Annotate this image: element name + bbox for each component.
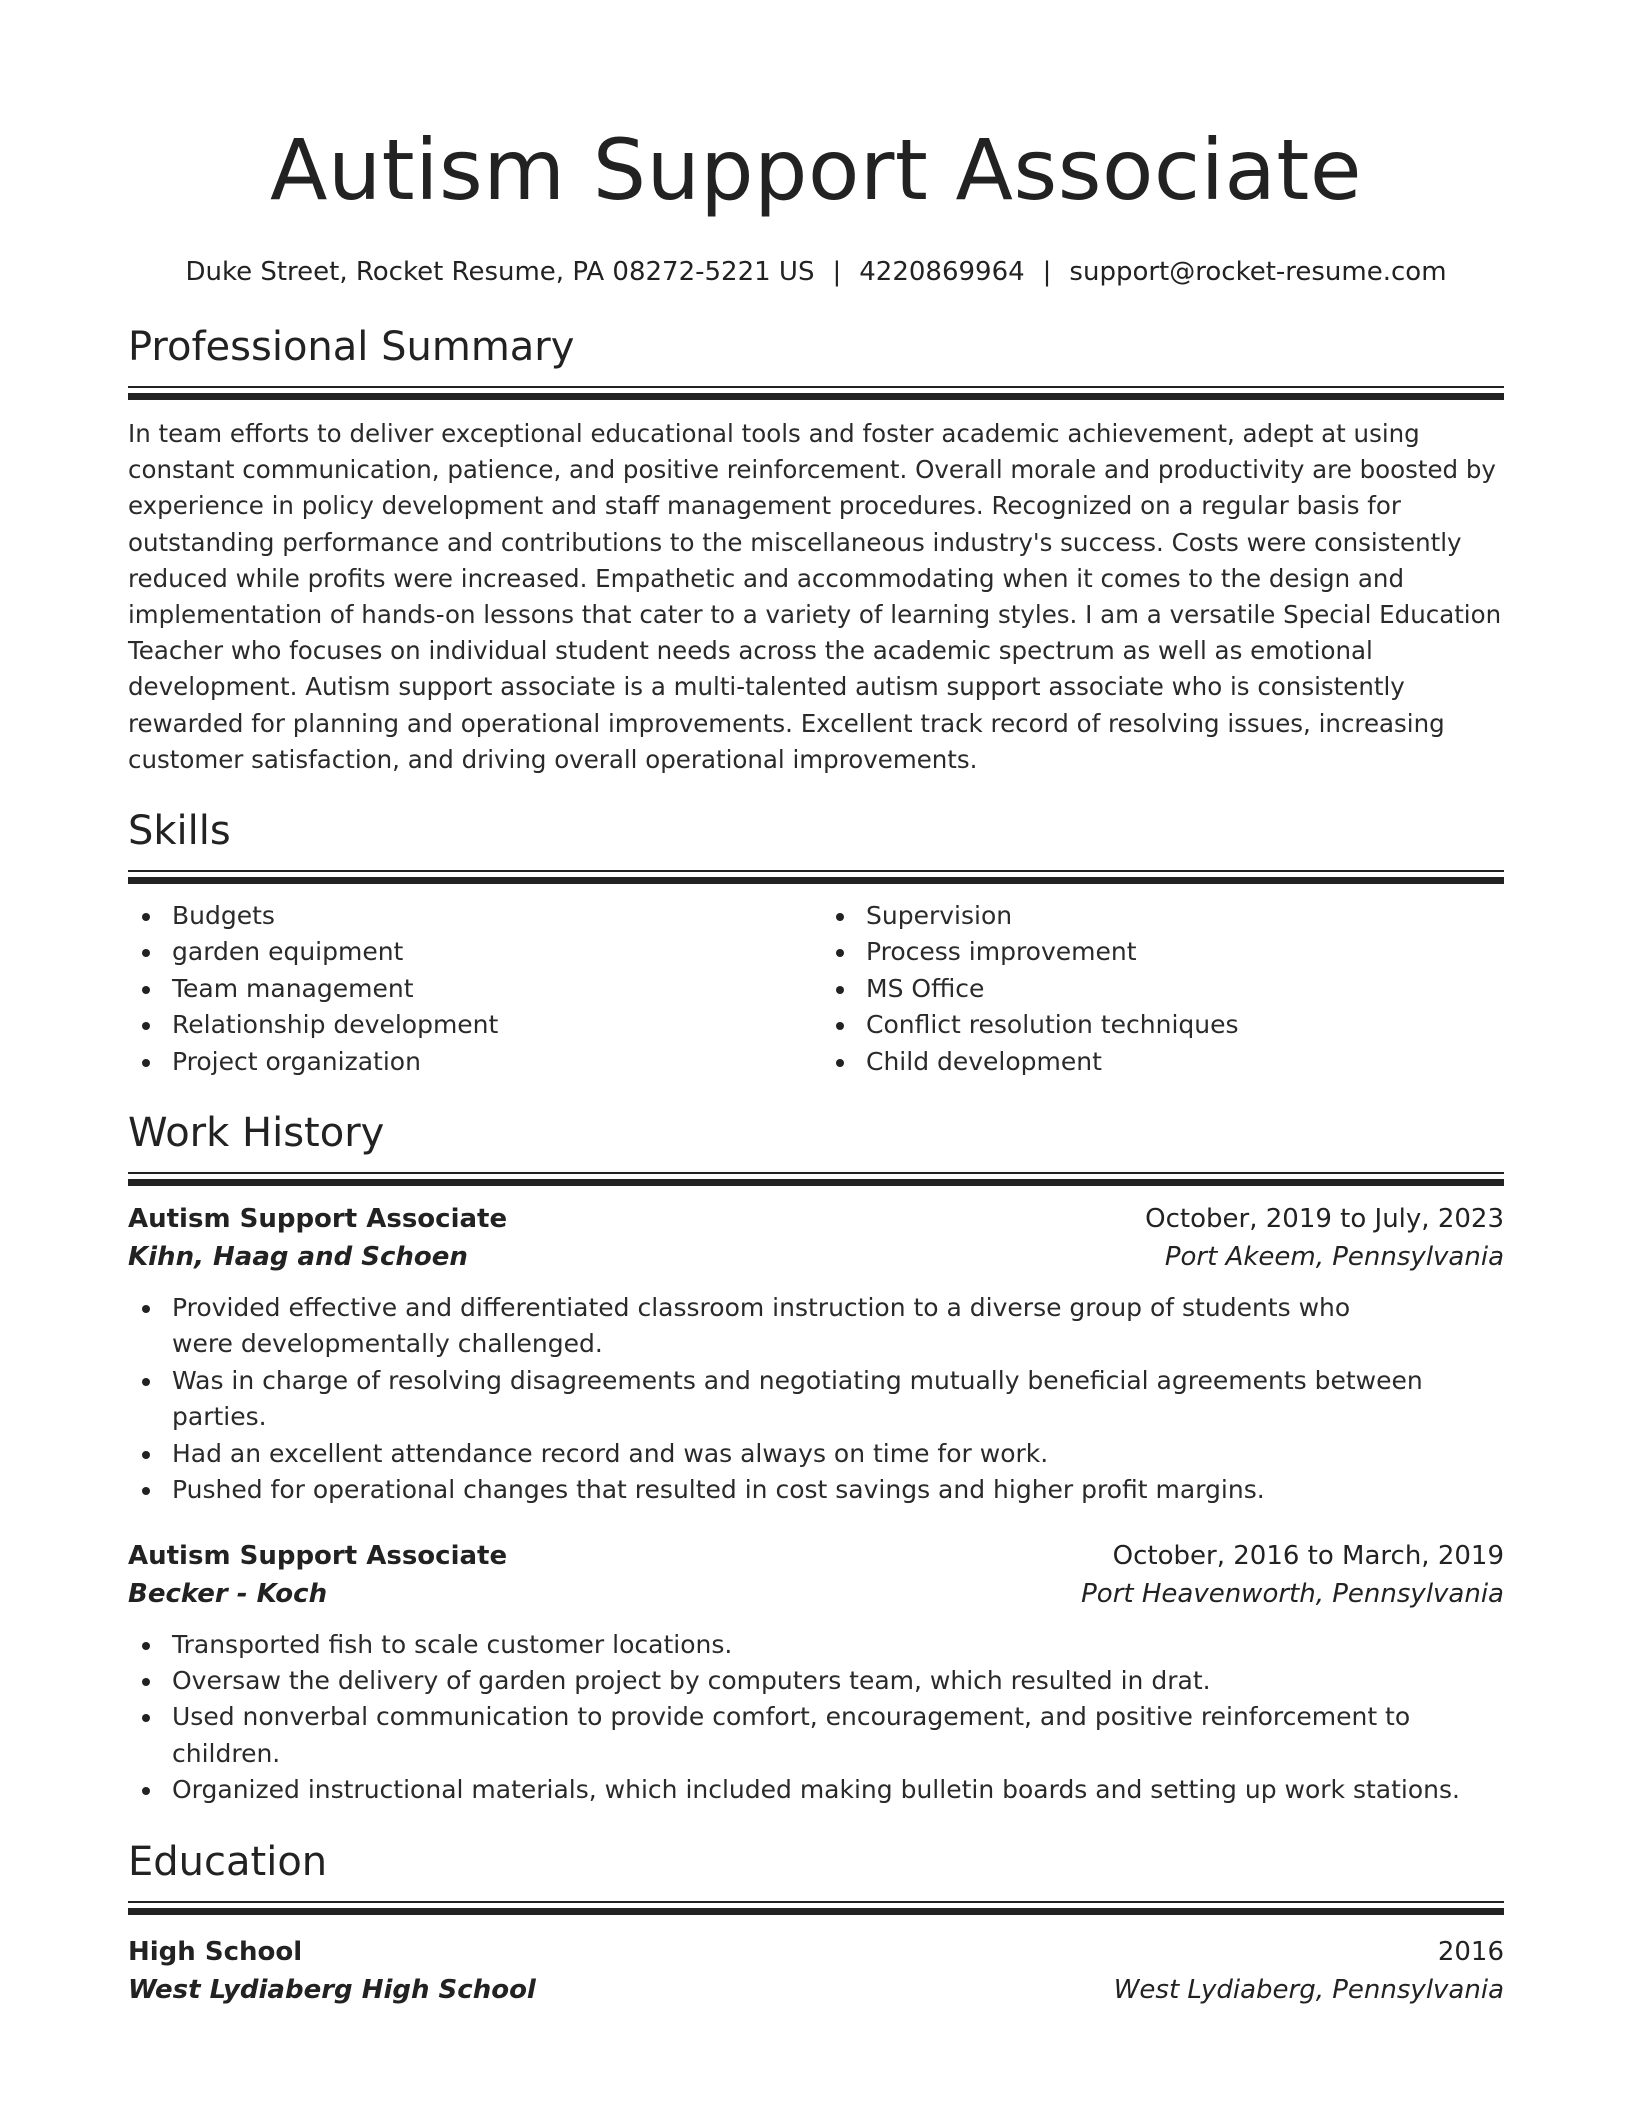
education-degree: High School (128, 1936, 303, 1967)
skills-heading: Skills (128, 808, 231, 855)
contact-separator: | (832, 257, 842, 287)
skill-item: Conflict resolution techniques (822, 1007, 1504, 1043)
job-location: Port Heavenworth, Pennsylvania (1081, 1578, 1504, 1609)
job-entry (128, 1200, 1504, 1508)
education-section (128, 1837, 1504, 2009)
skill-item: Budgets (128, 898, 810, 934)
resume-name: Autism Support Associate (269, 121, 1363, 219)
job-bullet: Provided effective and differentiated classroom instruction to a diverse group of students who were developmentally challenged. (128, 1290, 1504, 1363)
section-divider (128, 870, 1504, 884)
skills-section (128, 806, 1504, 1080)
education-location: West Lydiaberg, Pennsylvania (1113, 1974, 1504, 2005)
skill-item: Child development (822, 1044, 1504, 1080)
job-company: Kihn, Haag and Schoen (128, 1242, 468, 1273)
contact-separator: | (1042, 257, 1052, 287)
job-title: Autism Support Associate (128, 1204, 508, 1235)
skills-list (128, 898, 1504, 1080)
job-title: Autism Support Associate (128, 1540, 508, 1571)
summary-section (128, 322, 1504, 778)
skills-column-right (810, 898, 1504, 1080)
job-bullet: Oversaw the delivery of garden project by computers team, which resulted in drat. (128, 1663, 1504, 1699)
skill-item: garden equipment (128, 934, 810, 970)
job-dates: October, 2016 to March, 2019 (1112, 1540, 1504, 1571)
education-entry (128, 1933, 1504, 2009)
contact-address: Duke Street, Rocket Resume, PA 08272-5221 US (185, 257, 815, 287)
contact-phone: 4220869964 (859, 257, 1025, 287)
job-bullet: Transported fish to scale customer locations. (128, 1627, 1504, 1663)
contact-email: support@rocket-resume.com (1069, 257, 1447, 287)
summary-heading: Professional Summary (128, 324, 575, 370)
skills-column-left (128, 898, 810, 1080)
summary-text: In team efforts to deliver exceptional educational tools and foster academic achievement, adept at using constant communication, patience, and positive reinforcement. Overall morale and productivity are boosted by experience in policy development and staff management procedures. Recognized on a regular basis for outstanding performance and contributions to the miscellaneous industry's success. Costs were consistently reduced while profits were increased. Empathetic and accommodating when it comes to the design and implementation of hands-on lessons that cater to a variety of learning styles. I am a versatile Special Education Teacher who focuses on individual student needs across the academic spectrum as well as emotional development. Autism support associate is a multi-talented autism support associate who is consistently rewarded for planning and operational improvements. Excellent track record of resolving issues, increasing customer satisfaction, and driving overall operational improvements. (128, 419, 1502, 774)
section-divider (128, 1901, 1504, 1915)
job-bullet: Used nonverbal communication to provide comfort, encouragement, and positive reinforcement to children. (128, 1699, 1504, 1772)
job-dates: October, 2019 to July, 2023 (1145, 1204, 1504, 1235)
skill-item: Team management (128, 971, 810, 1007)
job-bullets (128, 1290, 1504, 1508)
section-divider (128, 1172, 1504, 1186)
job-entry (128, 1537, 1504, 1809)
work-section (128, 1108, 1504, 1808)
skill-item: Supervision (822, 898, 1504, 934)
job-bullet: Organized instructional materials, which included making bulletin boards and setting up work stations. (128, 1772, 1504, 1808)
job-bullet: Had an excellent attendance record and was always on time for work. (128, 1436, 1504, 1472)
skill-item: Process improvement (822, 934, 1504, 970)
job-bullet: Was in charge of resolving disagreements and negotiating mutually beneficial agreements between parties. (128, 1363, 1504, 1436)
contact-line (128, 254, 1504, 290)
work-heading: Work History (128, 1110, 385, 1157)
job-company: Becker - Koch (128, 1578, 328, 1609)
skill-item: Relationship development (128, 1007, 810, 1043)
education-heading: Education (128, 1838, 328, 1885)
job-bullets (128, 1627, 1504, 1809)
job-location: Port Akeem, Pennsylvania (1164, 1242, 1504, 1273)
education-year: 2016 (1437, 1936, 1504, 1967)
education-school: West Lydiaberg High School (128, 1974, 536, 2005)
skill-item: MS Office (822, 971, 1504, 1007)
section-divider (128, 386, 1504, 400)
skill-item: Project organization (128, 1044, 810, 1080)
job-bullet: Pushed for operational changes that resulted in cost savings and higher profit margins. (128, 1472, 1504, 1508)
